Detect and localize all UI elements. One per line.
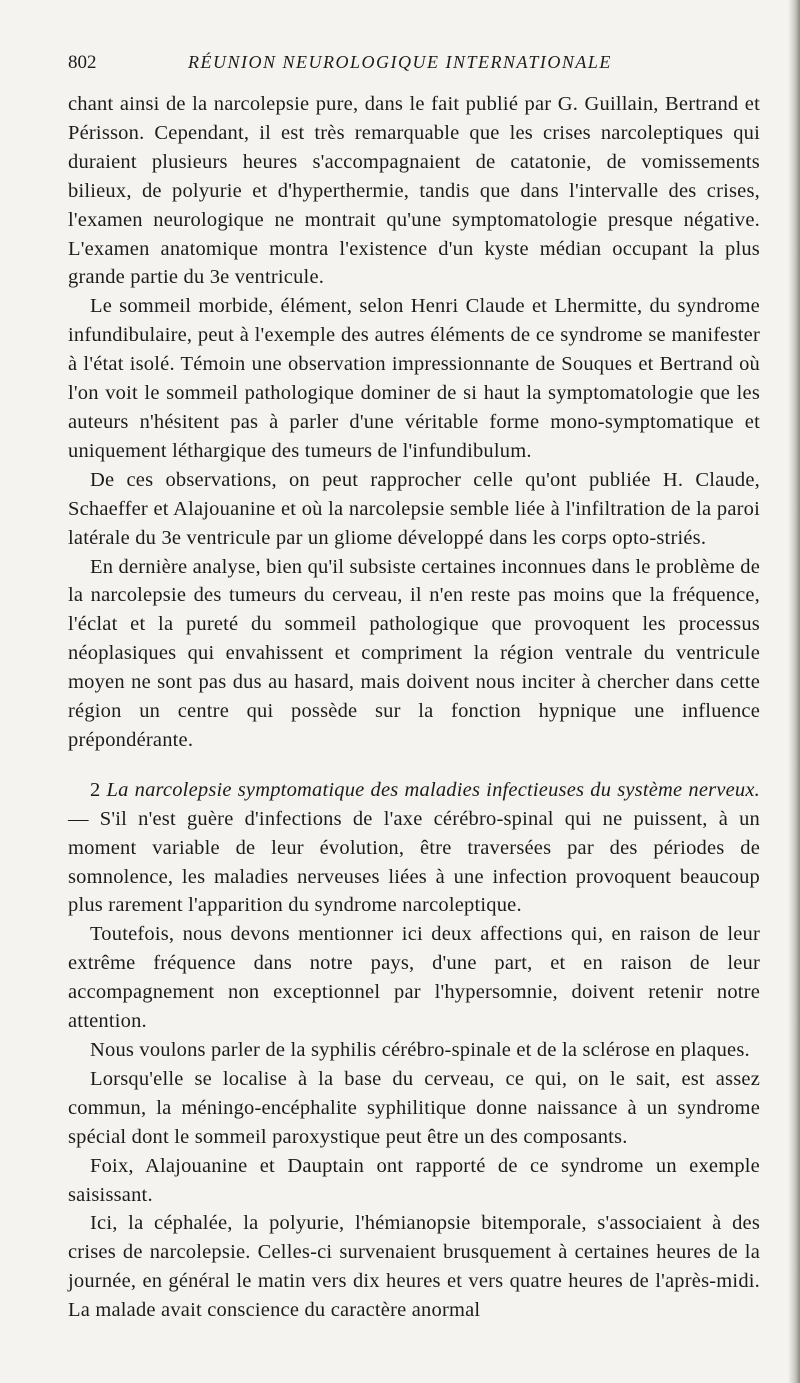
page-number: 802 [68, 52, 97, 73]
paragraph: Toutefois, nous devons mentionner ici deux affections qui, en raison de leur extrême fréquence dans notre pays, d'une part, et en raison de leur accompagnement non exceptionnel par l'hypersomnie, doivent retenir notre attention. [68, 923, 760, 1033]
paragraph: En dernière analyse, bien qu'il subsiste certaines inconnues dans le problème de la narcolepsie des tumeurs du cerveau, il n'en reste pas moins que la fréquence, l'éclat et la pureté du sommeil pathologique que provoquent les processus néoplasiques qui envahissent et compriment la région ventrale du ventricule moyen ne sont pas dus au hasard, mais doivent nous inciter à chercher dans cette région un centre qui possède sur la fonction hypnique une influence prépondérante. [68, 555, 760, 751]
section-body: — S'il n'est guère d'infections de l'axe cérébro-spinal qui ne puissent, à un moment variable de leur évolution, être traversées par des périodes de somnolence, les maladies nerveuses liées à une infection provoquent beaucoup plus rarement l'apparition du syndrome narcoleptique. [68, 807, 760, 917]
page-header [68, 52, 760, 82]
paragraph: Nous voulons parler de la syphilis cérébro-spinale et de la sclérose en plaques. [90, 1039, 750, 1061]
paragraph: Foix, Alajouanine et Dauptain ont rapporté de ce syndrome un exemple saisissant. [68, 1154, 760, 1206]
running-head: RÉUNION NEUROLOGIQUE INTERNATIONALE [188, 52, 612, 72]
section-title: La narcolepsie symptomatique des maladies infectieuses du système nerveux. [106, 778, 761, 801]
paragraph: Ici, la céphalée, la polyurie, l'hémianopsie bitemporale, s'associaient à des crises de narcolepsie. Celles-ci survenaient brusquement à certaines heures de la journée, en général le matin vers dix heures et vers quatre heures de l'après-midi. La malade avait conscience du caractère anormal [68, 1212, 760, 1322]
paragraph: Lorsqu'elle se localise à la base du cerveau, ce qui, on le sait, est assez commun, la méningo-encéphalite syphilitique donne naissance à un syndrome spécial dont le sommeil paroxystique peut être un des composants. [68, 1067, 760, 1148]
section-number: 2 [90, 778, 101, 801]
body-text [68, 90, 760, 1325]
paragraph: Le sommeil morbide, élément, selon Henri Claude et Lhermitte, du syndrome infundibulaire, peut à l'exemple des autres éléments de ce syndrome se manifester à l'état isolé. Témoin une observation impressionnante de Souques et Bertrand où l'on voit le sommeil pathologique dominer de si haut la symptomatologie que les auteurs n'hésitent pas à parler d'une véritable forme mono-symptomatique et uniquement léthargique des tumeurs de l'infundibulum. [68, 295, 760, 462]
page-edge-shadow [788, 0, 800, 1383]
paragraph: De ces observations, on peut rapprocher celle qu'ont publiée H. Claude, Schaeffer et Alajouanine et où la narcolepsie semble liée à l'infiltration de la paroi latérale du 3e ventricule par un gliome développé dans les corps opto-striés. [68, 468, 760, 549]
paragraph: chant ainsi de la narcolepsie pure, dans le fait publié par G. Guillain, Bertrand et Périsson. Cependant, il est très remarquable que les crises narcoleptiques qui duraient plusieurs heures s'accompagnaient de catatonie, de vomissements bilieux, de polyurie et d'hyperthermie, tandis que dans l'intervalle des crises, l'examen neurologique ne montrait qu'une symptomatologie presque négative. L'examen anatomique montra l'existence d'un kyste médian occupant la plus grande partie du 3e ventricule. [68, 93, 760, 289]
section-paragraph [68, 776, 760, 921]
